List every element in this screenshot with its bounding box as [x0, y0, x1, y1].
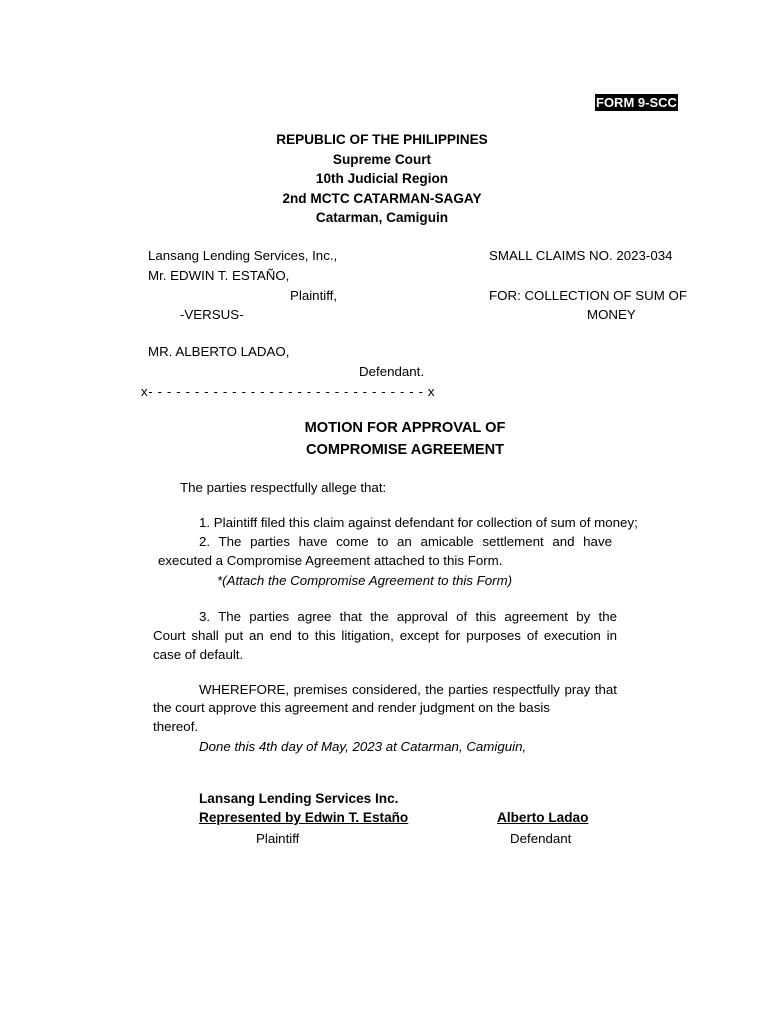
case-nature-line1: FOR: COLLECTION OF SUM OF — [489, 288, 687, 303]
prayer-line1: WHEREFORE, premises considered, the parties respectfully pray that — [199, 682, 617, 697]
prayer-line3: thereof. — [153, 719, 199, 734]
document-title — [205, 417, 605, 461]
defendant-name: MR. ALBERTO LADAO, — [148, 344, 290, 359]
allegation-1: 1. Plaintiff filed this claim against defendant for collection of sum of money; — [199, 515, 638, 530]
plaintiff-signature-label: Plaintiff — [256, 831, 300, 846]
versus-label: -VERSUS- — [180, 307, 244, 322]
defendant-role: Defendant. — [359, 364, 425, 379]
plaintiff-signatory-representative: Represented by Edwin T. Estaño — [199, 810, 409, 825]
intro-paragraph: The parties respectfully allege that: — [180, 480, 387, 495]
allegation-2-line1: 2. The parties have come to an amicable settlement and have — [199, 534, 612, 549]
attachment-note: *(Attach the Compromise Agreement to this Form) — [217, 573, 513, 588]
plaintiff-name-line2: Mr. EDWIN T. ESTAÑO, — [148, 268, 290, 283]
header-region: 10th Judicial Region — [315, 171, 449, 187]
defendant-signatory-name: Alberto Ladao — [497, 810, 589, 825]
header-republic: REPUBLIC OF THE PHILIPPINES — [276, 132, 488, 147]
plaintiff-role: Plaintiff, — [290, 288, 338, 303]
plaintiff-signatory-company: Lansang Lending Services Inc. — [199, 791, 399, 806]
case-nature-line2: MONEY — [587, 307, 636, 322]
title-line1: MOTION FOR APPROVAL OF — [304, 420, 506, 436]
allegation-2-line2: executed a Compromise Agreement attached to this Form. — [158, 553, 503, 568]
caption-separator: x- - - - - - - - - - - - - - - - - - - - - - - - - - - - - - x — [141, 384, 436, 399]
header-location: Catarman, Camiguin — [315, 210, 449, 226]
header-court-branch: 2nd MCTC CATARMAN-SAGAY — [282, 190, 482, 206]
allegation-3-line3: case of default. — [153, 647, 244, 662]
header-supreme-court: Supreme Court — [332, 151, 432, 167]
prayer-line2: the court approve this agreement and render judgment on the basis — [153, 700, 550, 715]
plaintiff-name-line1: Lansang Lending Services, Inc., — [148, 248, 338, 263]
title-line2: COMPROMISE AGREEMENT — [305, 442, 505, 458]
defendant-signature-label: Defendant — [510, 831, 572, 846]
case-number: SMALL CLAIMS NO. 2023-034 — [489, 248, 673, 263]
court-header — [232, 130, 532, 228]
form-number-tag: FORM 9-SCC — [596, 95, 677, 110]
allegation-3-line1: 3. The parties agree that the approval of this agreement by the — [199, 609, 617, 624]
allegation-3-line2: Court shall put an end to this litigation, except for purposes of execution in — [153, 628, 617, 643]
done-clause: Done this 4th day of May, 2023 at Catarman, Camiguin, — [199, 739, 527, 754]
